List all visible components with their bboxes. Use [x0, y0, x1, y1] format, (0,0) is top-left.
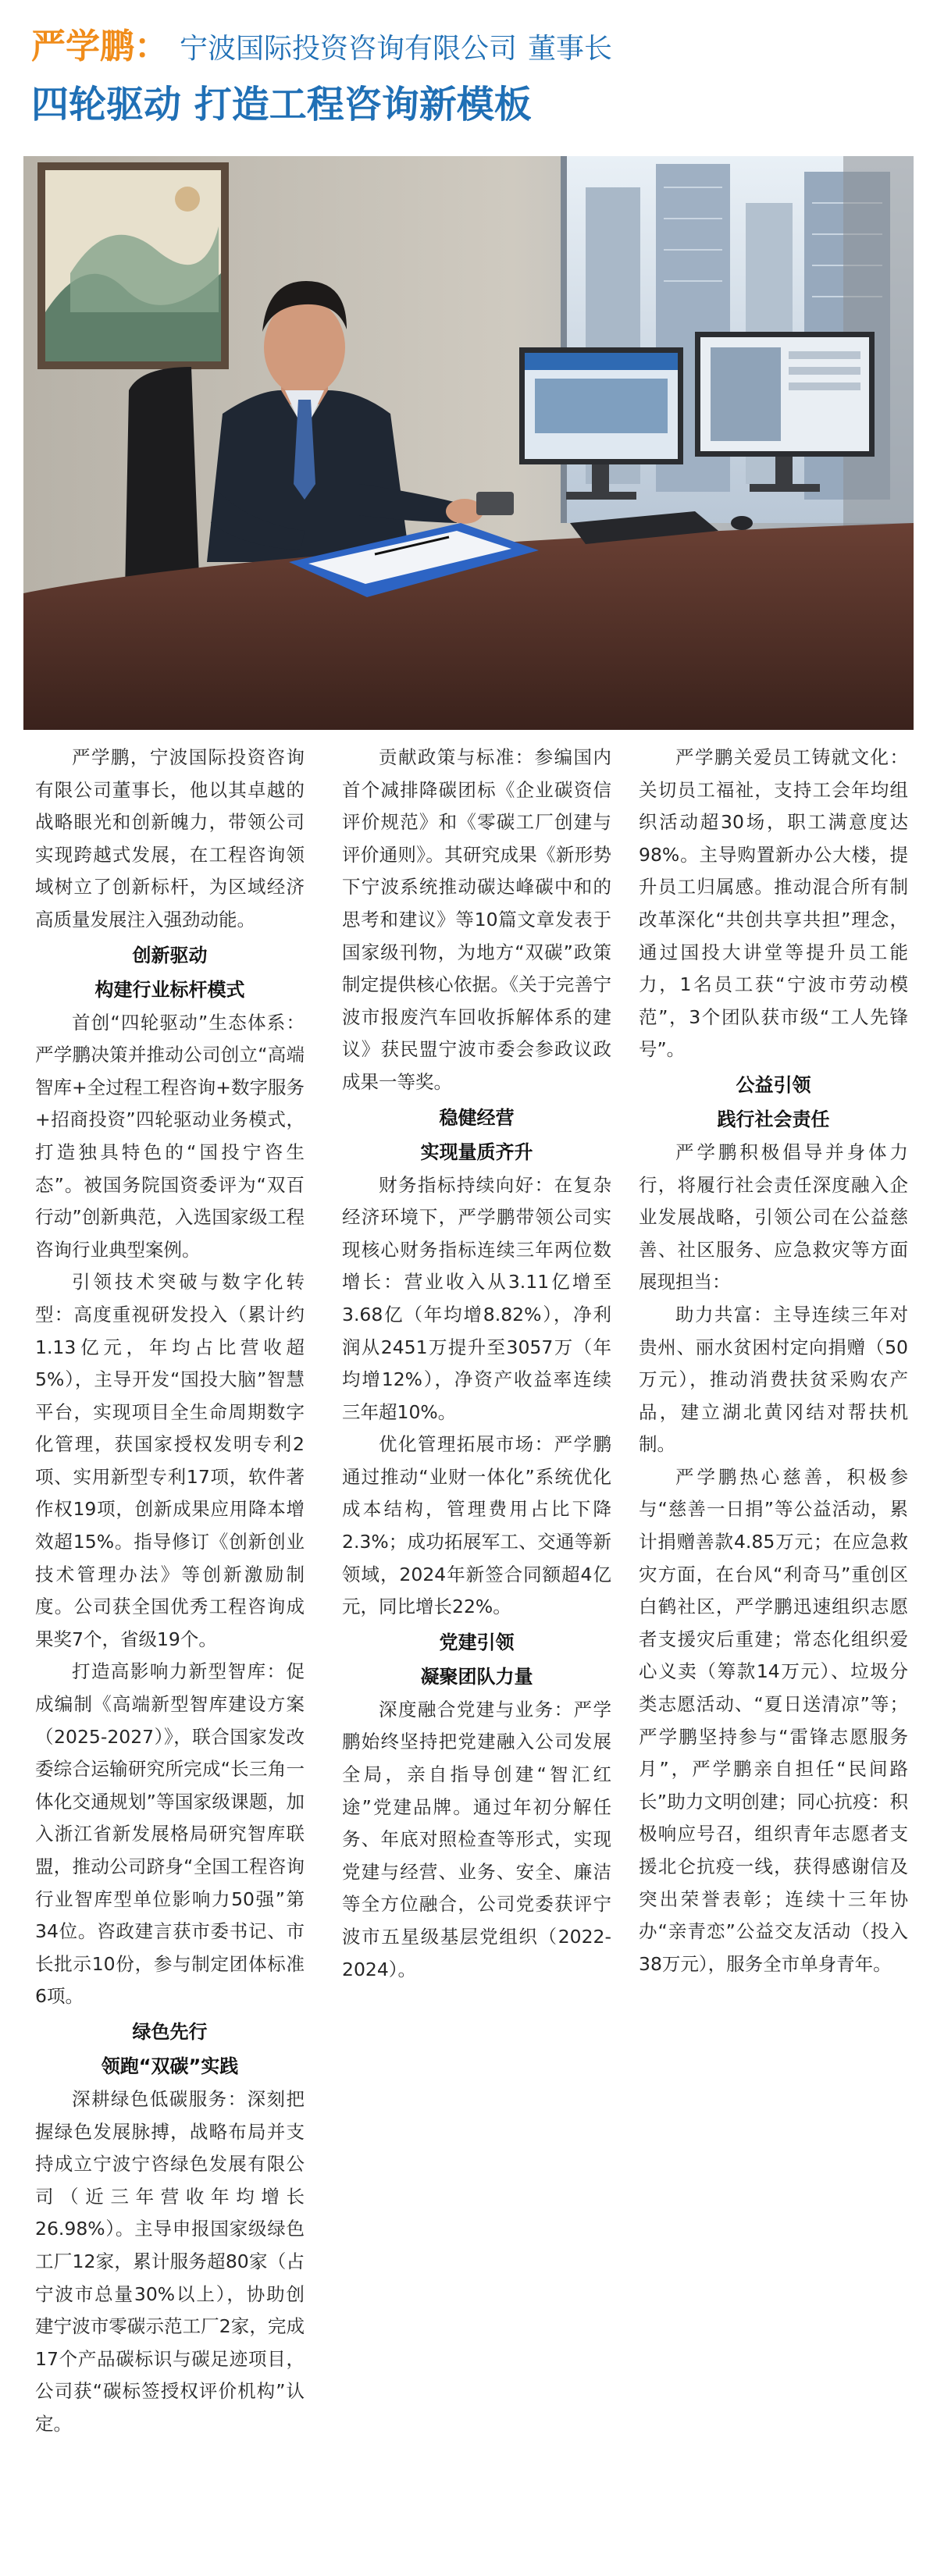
article-header: [0, 0, 937, 152]
section-subheading-innovation: 构建行业标杆模式: [94, 978, 245, 1001]
paragraph: 贡献政策与标准：参编国内首个减排降碳团标《企业碳资信评价规范》和《零碳工厂创建与评价通则》。其研究成果《新形势下宁波系统推动碳达峰碳中和的思考和建议》等10篇文章发表于国家级刊物，为地方“双碳”政策制定提供核心依据。《关于完善宁波市报废汽车回收拆解体系的建议》获民盟宁波市委会参政议政成果一等奖。: [342, 746, 611, 1093]
section-heading-party: 党建引领: [439, 1631, 515, 1653]
article-column-1: [35, 742, 305, 2560]
portrait-photo: [23, 156, 914, 730]
paragraph: 财务指标持续向好：在复杂经济环境下，严学鹏带领公司实现核心财务指标连续三年两位数增长：营业收入从3.11亿增至3.68亿（年均增8.82%），净利润从2451万提升至3057万（年均增12%），净资产收益率连续三年超10%。: [342, 1173, 611, 1423]
headline: 四轮驱动 打造工程咨询新模板: [31, 83, 532, 126]
paragraph: 深耕绿色低碳服务：深刻把握绿色发展脉搏，战略布局并支持成立宁波宁咨绿色发展有限公司（近三年营收年均增长26.98%）。主导申报国家级绿色工厂12家，累计服务超80家（占宁波市总量30%以上），协助创建宁波市零碳示范工厂2家，完成17个产品碳标识与碳足迹项目，公司获“碳标签授权评价机构”认定。: [35, 2087, 305, 2435]
portrait-illustration: [23, 156, 914, 730]
organization-name: 宁波国际投资咨询有限公司: [180, 33, 518, 65]
person-position: 董事长: [528, 33, 613, 65]
paragraph: 严学鹏热心慈善，积极参与“慈善一日捐”等公益活动，累计捐赠善款4.85万元；在应急救灾方面，在台风“利奇马”重创区白鹤社区，严学鹏迅速组织志愿者支援灾后重建；常态化组织爱心义卖（筹款14万元）、垃圾分类志愿活动、“夏日送清凉”等；严学鹏坚持参与“雷锋志愿服务月”，严学鹏亲自担任“民间路长”助力文明创建；同心抗疫：积极响应号召，组织青年志愿者支援北仑抗疫一线，获得感谢信及突出荣誉表彰；连续十三年协办“亲青恋”公益交友活动（投入38万元），服务全市单身青年。: [639, 1465, 908, 1975]
paragraph: 首创“四轮驱动”生态体系：严学鹏决策并推动公司创立“高端智库+全过程工程咨询+数字服务+招商投资”四轮驱动业务模式，打造独具特色的“国投宁咨生态”。被国务院国资委评为“双百行动”创新典范，入选国家级工程咨询行业典型案例。: [35, 1011, 305, 1261]
paragraph: 严学鹏关爱员工铸就文化：关切员工福祉，支持工会年均组织活动超30场，职工满意度达98%。主导购置新办公大楼，提升员工归属感。推动混合所有制改革深化“共创共享共担”理念，通过国投大讲堂等提升员工能力，1名员工获“宁波市劳动模范”，3个团队获市级“工人先锋号”。: [639, 746, 908, 1061]
article-column-3: [639, 742, 908, 2560]
paragraph: 助力共富：主导连续三年对贵州、丽水贫困村定向捐赠（50万元），推动消费扶贫采购农产品，建立湖北黄冈结对帮扶机制。: [639, 1303, 908, 1456]
paragraph: 严学鹏积极倡导并身体力行，将履行社会责任深度融入企业发展战略，引领公司在公益慈善、社区服务、应急救灾等方面展现担当：: [639, 1140, 908, 1293]
section-heading-operations: 稳健经营: [439, 1106, 515, 1129]
section-subheading-green: 领跑“双碳”实践: [101, 2055, 239, 2077]
section-heading-charity: 公益引领: [736, 1073, 811, 1096]
paragraph: 深度融合党建与业务：严学鹏始终坚持把党建融入公司发展全局，亲自指导创建“智汇红途”党建品牌。通过年初分解任务、年底对照检查等形式，实现党建与经营、业务、安全、廉洁等全方位融合，公司党委获评宁波市五星级基层党组织（2022-2024）。: [342, 1698, 611, 1980]
person-name: 严学鹏: [31, 27, 134, 66]
intro-paragraph: 严学鹏，宁波国际投资咨询有限公司董事长，他以其卓越的战略眼光和创新魄力，带领公司实现跨越式发展，在工程咨询领域树立了创新标杆，为区域经济高质量发展注入强劲动能。: [35, 746, 305, 930]
section-heading-innovation: 创新驱动: [132, 944, 208, 966]
name-separator: ：: [134, 27, 169, 66]
paragraph: 优化管理拓展市场：严学鹏通过推动“业财一体化”系统优化成本结构，管理费用占比下降2.3%；成功拓展军工、交通等新领域，2024年新签合同额超4亿元，同比增长22%。: [342, 1433, 611, 1618]
article-column-2: [342, 742, 611, 2560]
byline: [31, 23, 929, 73]
section-heading-green: 绿色先行: [132, 2020, 208, 2043]
section-subheading-party: 凝聚团队力量: [420, 1665, 533, 1688]
paragraph: 打造高影响力新型智库：促成编制《高端新型智库建设方案（2025-2027）》，联合国家发改委综合运输研究所完成“长三角一体化交通规划”等国家级课题，加入浙江省新发展格局研究智库联盟，推动公司跻身“全国工程咨询行业智库型单位影响力50强”第34位。咨政建言获市委书记、市长批示10份，参与制定团体标准6项。: [35, 1660, 305, 2008]
section-subheading-charity: 践行社会责任: [717, 1108, 830, 1130]
section-subheading-operations: 实现量质齐升: [420, 1140, 533, 1163]
paragraph: 引领技术突破与数字化转型：高度重视研发投入（累计约1.13亿元，年均占比营收超5%），主导开发“国投大脑”智慧平台，实现项目全生命周期数字化管理，获国家授权发明专利2项、实用新型专利17项，软件著作权19项，创新成果应用降本增效超15%。指导修订《创新创业技术管理办法》等创新激励制度。公司获全国优秀工程咨询成果奖7个，省级19个。: [35, 1271, 305, 1650]
